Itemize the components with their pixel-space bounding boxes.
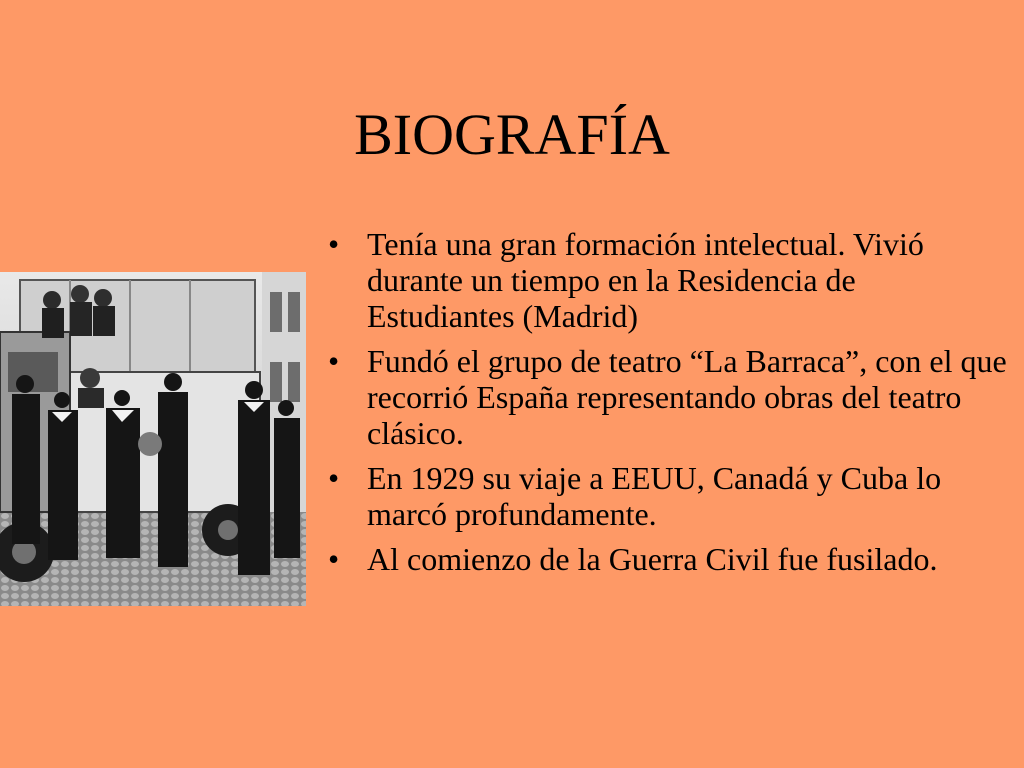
bullet-item [328,226,1008,334]
bullet-item [328,541,1008,577]
group-photo-truck-icon [0,272,306,606]
bullet-item [328,460,1008,532]
bullet-marker: • [328,226,340,262]
bullet-text: Al comienzo de la Guerra Civil fue fusilado. [367,541,938,577]
bullet-item [328,343,1008,451]
bullet-marker: • [328,541,340,577]
bullet-marker: • [328,343,340,379]
slide-title: BIOGRAFÍA [354,102,670,167]
bullet-text: Tenía una gran formación intelectual. Vivió durante un tiempo en la Residencia de Estudiantes (Madrid) [367,226,924,334]
historical-photo [0,272,306,606]
bullet-text: Fundó el grupo de teatro “La Barraca”, con el que recorrió España representando obras del teatro clásico. [367,343,1007,451]
bullet-text: En 1929 su viaje a EEUU, Canadá y Cuba lo marcó profundamente. [367,460,942,532]
bullet-marker: • [328,460,340,496]
bullet-list [328,226,1008,586]
